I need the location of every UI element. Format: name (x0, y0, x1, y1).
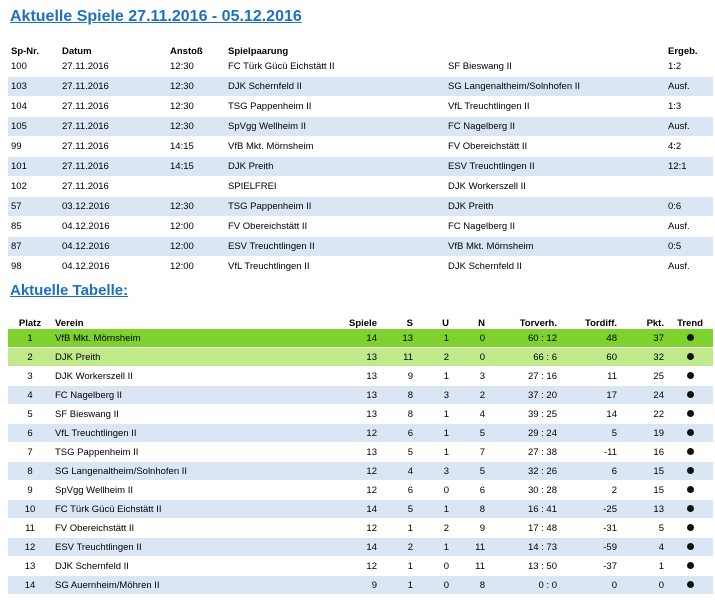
game-result: 0:5 (665, 237, 713, 257)
standing-trend (667, 576, 713, 595)
game-result: Ausf. (665, 257, 713, 277)
standing-games: 13 (322, 348, 380, 367)
standing-club: SpVgg Wellheim II (52, 481, 322, 500)
standing-place: 8 (8, 462, 52, 481)
standing-points: 4 (620, 538, 667, 557)
standing-draws: 2 (416, 348, 452, 367)
game-date: 04.12.2016 (59, 217, 167, 237)
game-row (8, 157, 713, 177)
standing-club: FC Nagelberg II (52, 386, 322, 405)
standing-wins: 5 (380, 500, 416, 519)
game-date: 04.12.2016 (59, 237, 167, 257)
game-time: 12:00 (167, 237, 225, 257)
standing-place: 10 (8, 500, 52, 519)
standings-row (8, 519, 713, 538)
standing-losses: 4 (452, 405, 488, 424)
game-date: 27.11.2016 (59, 77, 167, 97)
standing-place: 2 (8, 348, 52, 367)
game-date: 27.11.2016 (59, 97, 167, 117)
standings-row (8, 348, 713, 367)
standings-section-title: Aktuelle Tabelle: (10, 282, 129, 299)
standing-games: 9 (322, 576, 380, 595)
standing-games: 12 (322, 424, 380, 443)
standing-club: VfB Mkt. Mörnsheim (52, 329, 322, 348)
game-date: 27.11.2016 (59, 57, 167, 77)
standing-draws: 1 (416, 405, 452, 424)
standing-trend (667, 329, 713, 348)
standings-row (8, 443, 713, 462)
trend-dot-icon (687, 562, 694, 569)
trend-dot-icon (687, 429, 694, 436)
standing-losses: 3 (452, 367, 488, 386)
game-row (8, 237, 713, 257)
standing-club: FV Obereichstätt II (52, 519, 322, 538)
trend-dot-icon (687, 391, 694, 398)
standings-row (8, 462, 713, 481)
game-number: 87 (8, 237, 59, 257)
standing-trend (667, 348, 713, 367)
standing-trend (667, 500, 713, 519)
standing-place: 1 (8, 329, 52, 348)
standing-goals: 14 : 73 (488, 538, 560, 557)
standing-draws: 3 (416, 386, 452, 405)
games-header-row (8, 40, 713, 57)
standing-goals: 39 : 25 (488, 405, 560, 424)
game-date: 27.11.2016 (59, 177, 167, 197)
standing-goals: 0 : 0 (488, 576, 560, 595)
game-time: 12:30 (167, 77, 225, 97)
standing-draws: 3 (416, 462, 452, 481)
game-row (8, 197, 713, 217)
standing-games: 14 (322, 329, 380, 348)
game-time: 14:15 (167, 157, 225, 177)
standing-goals: 37 : 20 (488, 386, 560, 405)
standing-trend (667, 424, 713, 443)
game-home-team: SPIELFREI (225, 177, 445, 197)
standing-wins: 4 (380, 462, 416, 481)
standing-games: 13 (322, 367, 380, 386)
standing-club: ESV Treuchtlingen II (52, 538, 322, 557)
game-home-team: VfL Treuchtlingen II (225, 257, 445, 277)
header-time: Anstoß (170, 46, 203, 57)
game-time: 12:30 (167, 57, 225, 77)
standing-goals: 27 : 38 (488, 443, 560, 462)
game-home-team: ESV Treuchtlingen II (225, 237, 445, 257)
standing-points: 0 (620, 576, 667, 595)
game-time: 12:30 (167, 117, 225, 137)
standing-points: 13 (620, 500, 667, 519)
standings-table (8, 314, 713, 595)
game-row (8, 97, 713, 117)
standing-diff: -11 (560, 443, 620, 462)
standing-draws: 1 (416, 443, 452, 462)
standing-draws: 1 (416, 329, 452, 348)
game-time: 12:30 (167, 197, 225, 217)
standing-losses: 8 (452, 576, 488, 595)
standing-diff: 2 (560, 481, 620, 500)
standing-place: 9 (8, 481, 52, 500)
standing-trend (667, 462, 713, 481)
standing-diff: 17 (560, 386, 620, 405)
standing-goals: 32 : 26 (488, 462, 560, 481)
standing-losses: 5 (452, 424, 488, 443)
game-number: 105 (8, 117, 59, 137)
standing-draws: 2 (416, 519, 452, 538)
standing-draws: 1 (416, 424, 452, 443)
standing-losses: 0 (452, 329, 488, 348)
standing-place: 4 (8, 386, 52, 405)
game-home-team: DJK Schernfeld II (225, 77, 445, 97)
standing-losses: 9 (452, 519, 488, 538)
header-result: Ergeb. (668, 46, 698, 57)
standings-row (8, 386, 713, 405)
game-time: 12:00 (167, 217, 225, 237)
standings-row (8, 538, 713, 557)
games-section-title: Aktuelle Spiele 27.11.2016 - 05.12.2016 (10, 8, 302, 25)
standing-place: 14 (8, 576, 52, 595)
header-losses: N (478, 318, 485, 329)
game-row (8, 177, 713, 197)
game-away-team: VfL Treuchtlingen II (445, 97, 665, 117)
game-result: Ausf. (665, 117, 713, 137)
standing-trend (667, 481, 713, 500)
standing-wins: 6 (380, 481, 416, 500)
game-result: 1:3 (665, 97, 713, 117)
game-away-team: SF Bieswang II (445, 57, 665, 77)
standings-row (8, 329, 713, 348)
game-away-team: ESV Treuchtlingen II (445, 157, 665, 177)
standing-diff: 0 (560, 576, 620, 595)
standing-points: 19 (620, 424, 667, 443)
game-number: 85 (8, 217, 59, 237)
standings-row (8, 557, 713, 576)
standing-games: 13 (322, 386, 380, 405)
standing-club: DJK Schernfeld II (52, 557, 322, 576)
trend-dot-icon (687, 486, 694, 493)
standing-losses: 11 (452, 557, 488, 576)
standing-points: 32 (620, 348, 667, 367)
standings-row (8, 576, 713, 595)
standing-goals: 30 : 28 (488, 481, 560, 500)
games-table (8, 40, 713, 277)
standing-points: 16 (620, 443, 667, 462)
game-away-team: DJK Workerszell II (445, 177, 665, 197)
header-points: Pkt. (646, 318, 664, 329)
header-games: Spiele (349, 318, 377, 329)
standing-diff: 5 (560, 424, 620, 443)
standing-place: 7 (8, 443, 52, 462)
standing-diff: 60 (560, 348, 620, 367)
standing-wins: 9 (380, 367, 416, 386)
standing-trend (667, 386, 713, 405)
game-date: 27.11.2016 (59, 117, 167, 137)
header-wins: S (406, 318, 413, 329)
standing-wins: 8 (380, 405, 416, 424)
standing-goals: 17 : 48 (488, 519, 560, 538)
game-away-team: DJK Preith (445, 197, 665, 217)
standing-draws: 0 (416, 481, 452, 500)
standing-draws: 0 (416, 557, 452, 576)
standing-games: 14 (322, 538, 380, 557)
standing-club: DJK Workerszell II (52, 367, 322, 386)
standing-points: 22 (620, 405, 667, 424)
trend-dot-icon (687, 353, 694, 360)
standings-row (8, 424, 713, 443)
game-number: 100 (8, 57, 59, 77)
game-result: 0:6 (665, 197, 713, 217)
standing-losses: 7 (452, 443, 488, 462)
game-result: 1:2 (665, 57, 713, 77)
standing-diff: 48 (560, 329, 620, 348)
game-result (665, 177, 713, 197)
standing-points: 37 (620, 329, 667, 348)
standing-club: FC Türk Gücü Eichstätt II (52, 500, 322, 519)
standing-trend (667, 557, 713, 576)
game-time: 12:00 (167, 257, 225, 277)
standing-trend (667, 405, 713, 424)
standings-header-row (8, 314, 713, 329)
header-trend: Trend (677, 318, 703, 329)
standing-points: 24 (620, 386, 667, 405)
game-away-team: DJK Schernfeld II (445, 257, 665, 277)
standing-points: 5 (620, 519, 667, 538)
standing-club: DJK Preith (52, 348, 322, 367)
standing-losses: 2 (452, 386, 488, 405)
game-home-team: TSG Pappenheim II (225, 197, 445, 217)
header-goals: Torverh. (519, 318, 557, 329)
standing-trend (667, 443, 713, 462)
game-home-team: FC Türk Gücü Eichstätt II (225, 57, 445, 77)
game-home-team: SpVgg Wellheim II (225, 117, 445, 137)
standing-losses: 11 (452, 538, 488, 557)
standing-wins: 1 (380, 557, 416, 576)
game-time: 12:30 (167, 97, 225, 117)
game-away-team: FC Nagelberg II (445, 217, 665, 237)
standing-diff: 6 (560, 462, 620, 481)
standing-diff: 14 (560, 405, 620, 424)
header-diff: Tordiff. (584, 318, 617, 329)
header-date: Datum (62, 46, 92, 57)
standing-wins: 6 (380, 424, 416, 443)
game-away-team: SG Langenaltheim/Solnhofen II (445, 77, 665, 97)
standing-games: 12 (322, 462, 380, 481)
standing-wins: 1 (380, 576, 416, 595)
standings-row (8, 405, 713, 424)
standing-draws: 1 (416, 367, 452, 386)
standing-wins: 13 (380, 329, 416, 348)
game-row (8, 257, 713, 277)
standing-games: 14 (322, 500, 380, 519)
trend-dot-icon (687, 372, 694, 379)
game-result: Ausf. (665, 217, 713, 237)
standing-points: 15 (620, 462, 667, 481)
standing-goals: 29 : 24 (488, 424, 560, 443)
standing-club: VfL Treuchtlingen II (52, 424, 322, 443)
game-home-team: TSG Pappenheim II (225, 97, 445, 117)
standing-games: 12 (322, 481, 380, 500)
game-date: 27.11.2016 (59, 157, 167, 177)
standing-losses: 0 (452, 348, 488, 367)
standing-wins: 2 (380, 538, 416, 557)
standing-wins: 1 (380, 519, 416, 538)
game-home-team: VfB Mkt. Mörnsheim (225, 137, 445, 157)
game-time (167, 177, 225, 197)
game-result: 12:1 (665, 157, 713, 177)
standing-diff: -31 (560, 519, 620, 538)
game-number: 101 (8, 157, 59, 177)
game-row (8, 77, 713, 97)
standing-place: 5 (8, 405, 52, 424)
standing-diff: -37 (560, 557, 620, 576)
trend-dot-icon (687, 581, 694, 588)
standing-goals: 16 : 41 (488, 500, 560, 519)
standing-goals: 60 : 12 (488, 329, 560, 348)
standings-row (8, 481, 713, 500)
standing-goals: 27 : 16 (488, 367, 560, 386)
game-date: 04.12.2016 (59, 257, 167, 277)
standing-wins: 8 (380, 386, 416, 405)
standing-goals: 13 : 50 (488, 557, 560, 576)
trend-dot-icon (687, 524, 694, 531)
trend-dot-icon (687, 410, 694, 417)
standing-place: 3 (8, 367, 52, 386)
standing-points: 25 (620, 367, 667, 386)
header-club: Verein (55, 318, 84, 329)
game-row (8, 117, 713, 137)
standing-games: 13 (322, 405, 380, 424)
game-date: 03.12.2016 (59, 197, 167, 217)
standing-losses: 6 (452, 481, 488, 500)
standing-trend (667, 367, 713, 386)
standing-points: 15 (620, 481, 667, 500)
game-result: Ausf. (665, 77, 713, 97)
game-time: 14:15 (167, 137, 225, 157)
standing-club: SG Auernheim/Möhren II (52, 576, 322, 595)
trend-dot-icon (687, 467, 694, 474)
game-result: 4:2 (665, 137, 713, 157)
standing-draws: 0 (416, 576, 452, 595)
standing-wins: 5 (380, 443, 416, 462)
standing-games: 12 (322, 519, 380, 538)
trend-dot-icon (687, 505, 694, 512)
standing-club: TSG Pappenheim II (52, 443, 322, 462)
standing-points: 1 (620, 557, 667, 576)
game-number: 102 (8, 177, 59, 197)
header-draws: U (442, 318, 449, 329)
standing-diff: -59 (560, 538, 620, 557)
game-number: 104 (8, 97, 59, 117)
header-pairing: Spielpaarung (228, 46, 289, 57)
standing-place: 12 (8, 538, 52, 557)
standings-row (8, 367, 713, 386)
game-number: 103 (8, 77, 59, 97)
standing-losses: 8 (452, 500, 488, 519)
game-date: 27.11.2016 (59, 137, 167, 157)
standing-trend (667, 519, 713, 538)
game-away-team: FV Obereichstätt II (445, 137, 665, 157)
standing-draws: 1 (416, 538, 452, 557)
game-row (8, 137, 713, 157)
standing-club: SF Bieswang II (52, 405, 322, 424)
game-away-team: VfB Mkt. Mörnsheim (445, 237, 665, 257)
standing-games: 13 (322, 443, 380, 462)
game-number: 98 (8, 257, 59, 277)
standing-diff: 11 (560, 367, 620, 386)
trend-dot-icon (687, 334, 694, 341)
standing-place: 13 (8, 557, 52, 576)
game-number: 99 (8, 137, 59, 157)
standings-row (8, 500, 713, 519)
game-away-team: FC Nagelberg II (445, 117, 665, 137)
header-place: Platz (18, 318, 42, 329)
standing-goals: 66 : 6 (488, 348, 560, 367)
game-number: 57 (8, 197, 59, 217)
header-nr: Sp-Nr. (11, 46, 39, 57)
standing-games: 12 (322, 557, 380, 576)
standing-trend (667, 538, 713, 557)
standing-losses: 5 (452, 462, 488, 481)
standing-draws: 1 (416, 500, 452, 519)
game-home-team: FV Obereichstätt II (225, 217, 445, 237)
standing-club: SG Langenaltheim/Solnhofen II (52, 462, 322, 481)
standing-diff: -25 (560, 500, 620, 519)
trend-dot-icon (687, 543, 694, 550)
standing-place: 6 (8, 424, 52, 443)
trend-dot-icon (687, 448, 694, 455)
game-row (8, 217, 713, 237)
game-home-team: DJK Preith (225, 157, 445, 177)
standing-place: 11 (8, 519, 52, 538)
standing-wins: 11 (380, 348, 416, 367)
game-row (8, 57, 713, 77)
